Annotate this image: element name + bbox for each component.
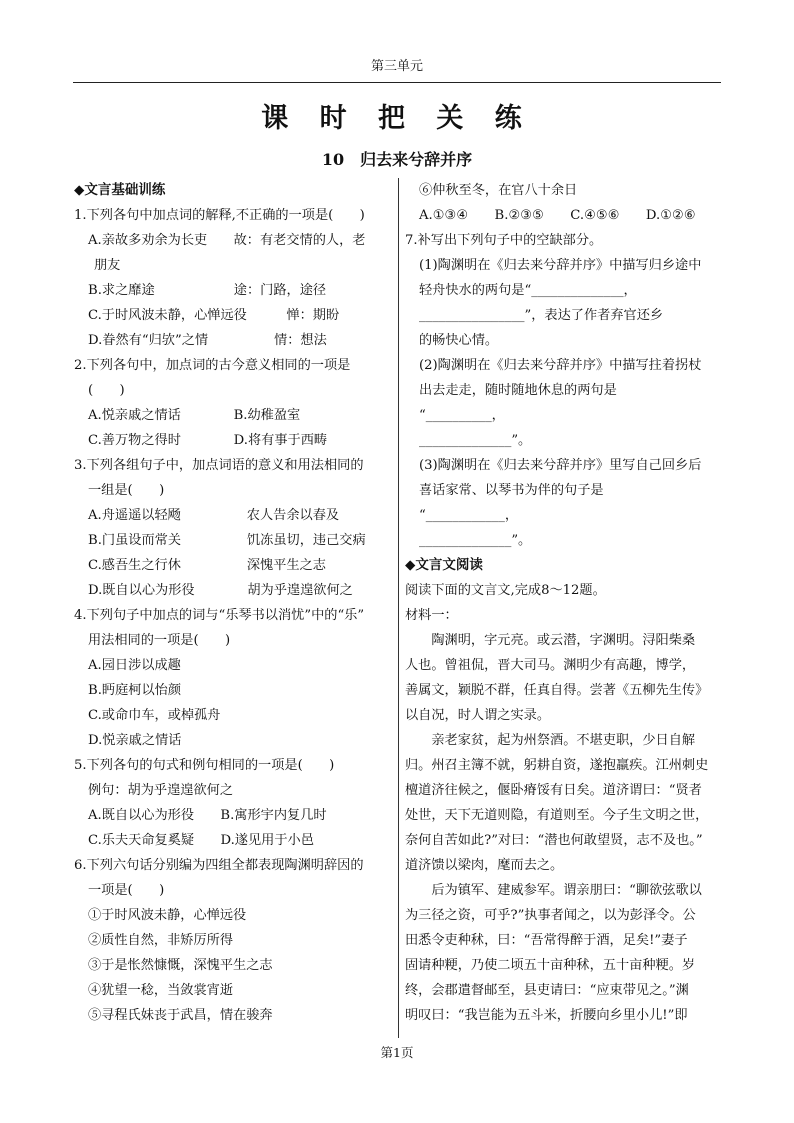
text-line: 固请种粳，乃使二顷五十亩种秫，五十亩种粳。岁: [405, 958, 696, 973]
text-line: C.善万物之得时 D.将有事于西畴: [88, 433, 328, 448]
text-line: 7.补写出下列句子中的空缺部分。: [405, 233, 603, 248]
text-line: A.①③④ B.②③⑤ C.④⑤⑥ D.①②⑥: [419, 208, 696, 223]
text-line: 一组是( ): [88, 483, 165, 498]
text-line: A.园日涉以成趣: [88, 658, 181, 673]
text-line: ②质性自然，非矫厉所得: [88, 933, 234, 948]
text-line: A.悦亲戚之情话 B.幼稚盈室: [88, 408, 301, 423]
page-number: 第1页: [380, 1045, 414, 1060]
text-line: D.悦亲戚之情话: [88, 733, 182, 748]
text-line: 檀道济往候之，偃卧瘠馁有日矣。道济谓曰：“贤者: [405, 783, 702, 798]
text-line: 亲老家贫，起为州祭酒。不堪吏职，少日自解: [405, 733, 696, 748]
column-divider: [398, 178, 399, 1038]
lesson-subtitle: 10 归去来兮辞并序: [321, 150, 473, 169]
text-line: D.既自以心为形役 胡为乎遑遑欲何之: [88, 583, 353, 598]
text-line: 的畅快心情。: [419, 333, 499, 348]
text-line: ______________”。: [419, 533, 532, 548]
text-line: 田悉令吏种秫，曰：“吾常得醉于酒，足矣!”妻子: [405, 933, 688, 948]
section-heading: ◆文言文阅读: [405, 557, 483, 573]
text-line: ④犹望一稔，当敛裳宵逝: [88, 983, 234, 998]
text-line: 后为镇军、建威参军。谓亲朋曰：“聊欲弦歌以: [405, 883, 702, 898]
text-line: ______________”。: [419, 433, 532, 448]
text-line: 轻舟快水的两句是“______________，: [419, 283, 637, 298]
text-line: C.乐夫天命复奚疑 D.遂见用于小邑: [88, 833, 314, 848]
text-line: C.或命巾车，或棹孤舟: [88, 708, 221, 723]
text-line: ③于是怅然慷慨，深愧平生之志: [88, 958, 273, 973]
text-line: 6.下列六句话分别编为四组全都表现陶渊明辞因的: [74, 858, 364, 873]
text-line: ( ): [88, 383, 125, 398]
text-line: (2)陶渊明在《归去来兮辞并序》中描写拄着拐杖: [419, 358, 702, 373]
page-title: 课 时 把 关 练: [261, 103, 533, 134]
text-line: 明叹曰：“我岂能为五斗米，折腰向乡里小儿!”即: [405, 1008, 688, 1023]
text-line: 以自况，时人谓之实录。: [405, 708, 551, 723]
text-line: 3.下列各组句子中，加点词语的意义和用法相同的: [74, 458, 364, 473]
text-line: ⑤寻程氏妹丧于武昌，情在骏奔: [88, 1008, 273, 1023]
text-line: A.舟遥遥以轻飏 农人告余以春及: [88, 508, 340, 523]
text-line: 用法相同的一项是( ): [88, 633, 231, 648]
text-line: 例句：胡为乎遑遑欲何之: [88, 783, 234, 798]
text-line: B.眄庭柯以怡颜: [88, 683, 182, 698]
text-line: D.眷然有“归欤”之情 情：想法: [88, 333, 327, 348]
text-line: (3)陶渊明在《归去来兮辞并序》里写自己回乡后: [419, 458, 702, 473]
text-line: 处世，天下无道则隐，有道则至。今子生文明之世，: [405, 808, 709, 823]
text-line: B.门虽设而常关 饥冻虽切，违己交病: [88, 533, 366, 548]
text-line: 4.下列句子中加点的词与“乐琴书以消忧”中的“乐”: [74, 608, 365, 623]
text-line: 5.下列各句的句式和例句相同的一项是( ): [74, 758, 335, 773]
text-line: 人也。曾祖侃，晋大司马。渊明少有高趣，博学，: [405, 658, 696, 673]
text-line: 喜话家常、以琴书为伴的句子是: [419, 483, 604, 498]
left-column: [74, 178, 392, 1028]
text-line: “__________，: [419, 408, 505, 423]
page-header: 第三单元: [73, 58, 721, 83]
text-line: (1)陶渊明在《归去来兮辞并序》中描写归乡途中: [419, 258, 702, 273]
text-line: 道济馈以梁肉，麾而去之。: [405, 858, 564, 873]
text-line: C.感吾生之行休 深愧平生之志: [88, 558, 326, 573]
text-line: ________________”，表达了作者弃官还乡: [419, 308, 664, 323]
text-line: 终，会郡遣督邮至，县吏请曰：“应束带见之。”渊: [405, 983, 689, 998]
section-heading: ◆文言基础训练: [74, 182, 166, 198]
text-line: 1.下列各句中加点词的解释,不正确的一项是( ): [74, 208, 365, 223]
text-line: 朋友: [94, 258, 121, 273]
text-line: 为三径之资，可乎?”执事者闻之，以为彭泽令。公: [405, 908, 696, 923]
text-line: ①于时风波未静，心惮远役: [88, 908, 247, 923]
text-line: 阅读下面的文言文,完成8～12题。: [405, 583, 606, 598]
right-column: [405, 178, 721, 1028]
text-line: 陶渊明，字元亮。或云潜，字渊明。浔阳柴桑: [405, 633, 696, 648]
text-line: 归。州召主簿不就，躬耕自资，遂抱羸疾。江州刺史: [405, 758, 709, 773]
text-line: B.求之靡途 途：门路，途径: [88, 283, 327, 298]
text-line: 奈何自苦如此?”对曰：“潜也何敢望贤，志不及也。”: [405, 833, 703, 848]
text-line: 出去走走，随时随地休息的两句是: [419, 383, 617, 398]
text-line: 材料一：: [405, 608, 458, 623]
text-line: C.于时风波未静，心惮远役 惮：期盼: [88, 308, 340, 323]
text-line: 2.下列各句中，加点词的古今意义相同的一项是: [74, 358, 351, 373]
text-line: 一项是( ): [88, 883, 165, 898]
text-line: “____________，: [419, 508, 519, 523]
text-line: A.亲故多劝余为长吏 故：有老交情的人，老: [88, 233, 366, 248]
text-line: 善属文，颖脱不群，任真自得。尝著《五柳先生传》: [405, 683, 709, 698]
text-line: ⑥仲秋至冬，在官八十余日: [419, 183, 578, 198]
text-line: A.既自以心为形役 B.寓形宇内复几时: [88, 808, 327, 823]
